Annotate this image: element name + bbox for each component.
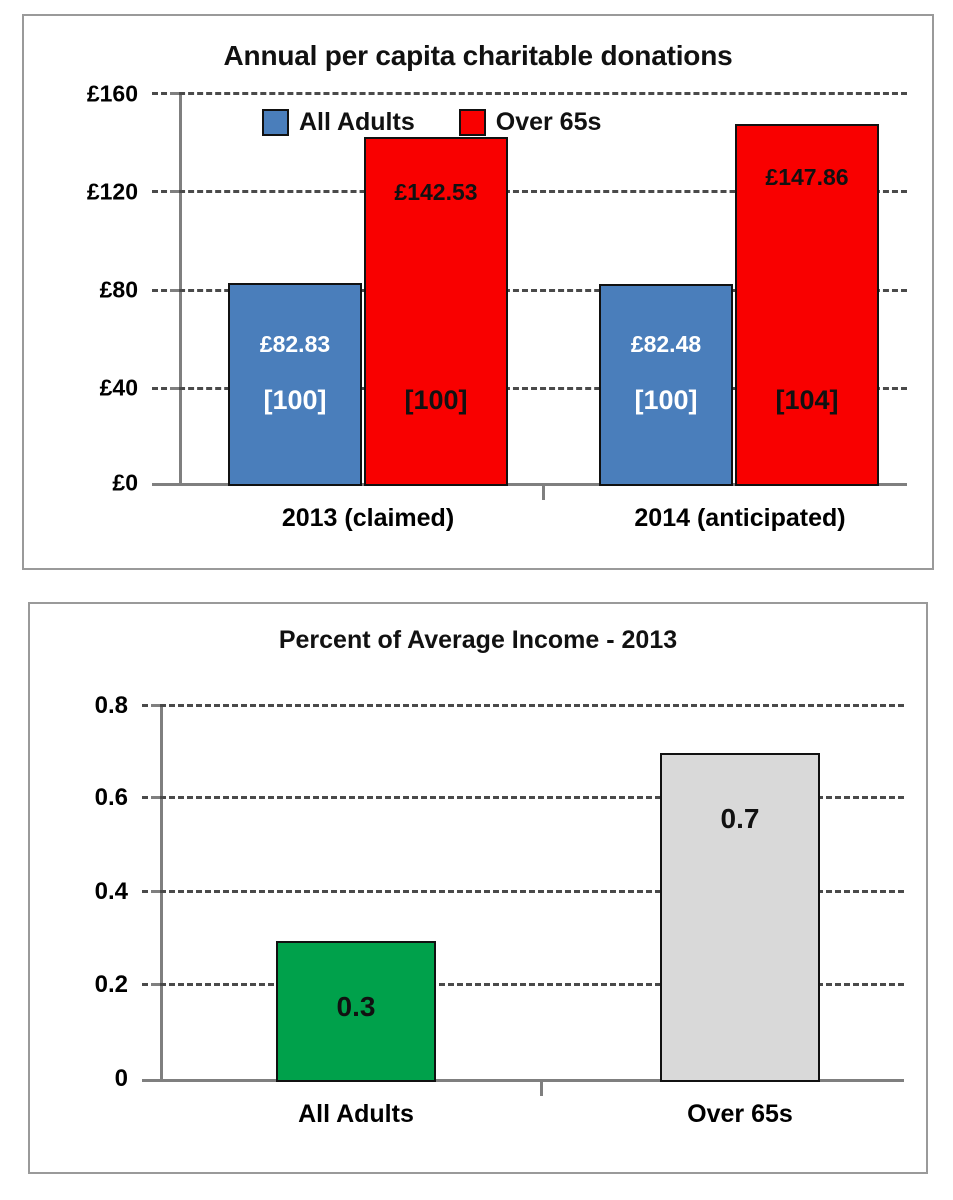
legend-label-over-65s: Over 65s bbox=[495, 108, 602, 136]
bar-value-label-2014-all-adults: £82.48 bbox=[630, 331, 702, 357]
tick-0 bbox=[151, 1079, 160, 1082]
bar-index-label-2014-all-adults: [100] bbox=[634, 385, 698, 415]
x-axis-category-label-over-65s: Over 65s bbox=[687, 1100, 793, 1128]
bar-2013-all-adults[interactable] bbox=[228, 283, 362, 486]
tick-0 bbox=[170, 483, 179, 486]
legend-label-all-adults: All Adults bbox=[299, 108, 415, 136]
tick-40 bbox=[170, 387, 179, 390]
bar-2013-over-65s[interactable] bbox=[364, 137, 508, 486]
bar-value-label-all-adults-percent: 0.3 bbox=[336, 991, 376, 1022]
x-axis-group-separator bbox=[542, 486, 545, 500]
chart-title-percent-of-income: Percent of Average Income - 2013 bbox=[278, 626, 678, 654]
bar-2014-over-65s[interactable] bbox=[735, 124, 879, 486]
chart-panel-annual-donations bbox=[22, 14, 934, 570]
tick-80 bbox=[170, 289, 179, 292]
bar-value-label-2013-over-65s: £142.53 bbox=[394, 179, 478, 205]
ytick-label-80: £80 bbox=[99, 276, 138, 303]
bar-value-label-2014-over-65s: £147.86 bbox=[765, 164, 849, 190]
bar-index-label-2014-over-65s: [104] bbox=[775, 385, 839, 415]
ytick-label-0-6: 0.6 bbox=[94, 784, 128, 811]
ytick-label-40: £40 bbox=[99, 374, 138, 401]
bar-index-label-2013-over-65s: [100] bbox=[404, 385, 468, 415]
tick-160 bbox=[170, 92, 179, 95]
tick-0-6 bbox=[151, 796, 160, 799]
y-axis-line-bottom bbox=[160, 704, 163, 1082]
tick-0-8 bbox=[151, 704, 160, 707]
tick-120 bbox=[170, 190, 179, 193]
ytick-label-0-8: 0.8 bbox=[94, 692, 128, 719]
x-axis-category-label-all-adults: All Adults bbox=[298, 1100, 414, 1128]
bar-2014-all-adults[interactable] bbox=[599, 284, 733, 486]
tick-0-2 bbox=[151, 983, 160, 986]
ytick-label-0: £0 bbox=[112, 469, 138, 496]
bar-all-adults-percent[interactable] bbox=[276, 941, 436, 1082]
plot-area-annual-donations bbox=[86, 80, 907, 532]
chart-title-annual-donations: Annual per capita charitable donations bbox=[223, 40, 733, 71]
ytick-label-0-2: 0.2 bbox=[94, 971, 128, 998]
gridline-0-8 bbox=[142, 704, 904, 707]
x-axis-category-label-2013: 2013 (claimed) bbox=[281, 504, 455, 532]
ytick-label-0-4: 0.4 bbox=[94, 878, 128, 905]
ytick-label-0: 0 bbox=[114, 1065, 128, 1092]
ytick-label-120: £120 bbox=[86, 178, 138, 205]
bar-value-label-2013-all-adults: £82.83 bbox=[259, 331, 331, 357]
ytick-label-160: £160 bbox=[86, 80, 138, 107]
bar-over-65s-percent[interactable] bbox=[660, 753, 820, 1082]
bar-index-label-2013-all-adults: [100] bbox=[263, 385, 327, 415]
x-axis-category-label-2014: 2014 (anticipated) bbox=[634, 504, 846, 532]
chart-panel-percent-of-income bbox=[28, 602, 928, 1174]
gridline-160 bbox=[152, 92, 907, 95]
plot-area-percent-of-income bbox=[94, 692, 904, 1128]
tick-0-4 bbox=[151, 890, 160, 893]
bar-value-label-over-65s-percent: 0.7 bbox=[720, 803, 760, 834]
x-axis-group-separator-bottom bbox=[540, 1082, 543, 1096]
